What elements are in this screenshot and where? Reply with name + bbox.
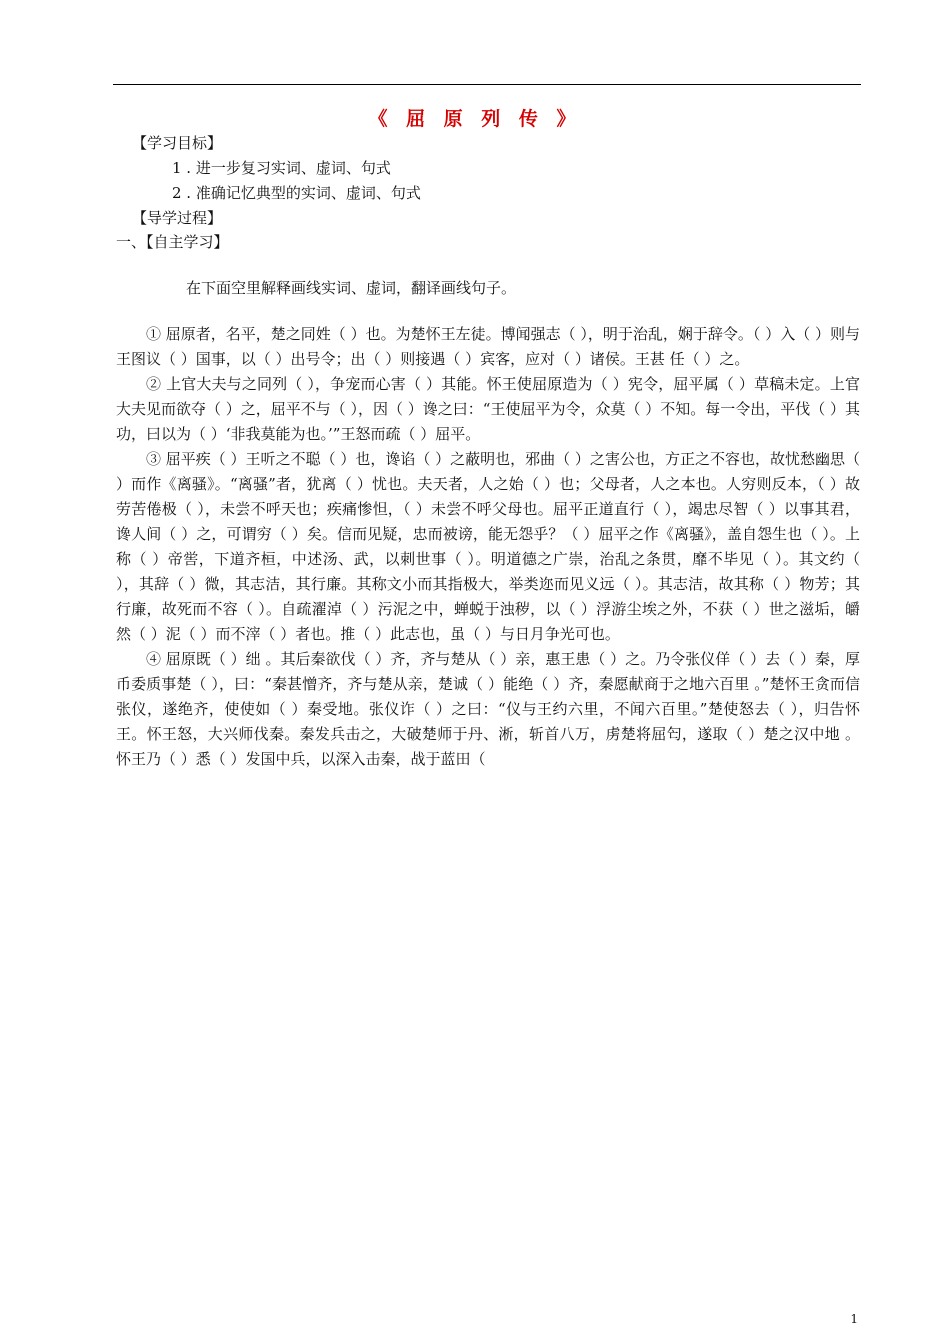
header-rule — [113, 84, 861, 85]
instruction-text: 在下面空里解释画线实词、虚词，翻译画线句子。 — [186, 279, 517, 297]
document-title: 《 屈 原 列 传 》 — [368, 108, 582, 130]
paragraph-1: ① 屈原者，名平，楚之同姓（ ）也。为楚怀王左徒。博闻强志（ ），明于治乱，娴于辞令。（ ）入（ ）则与王图议（ ）国事，以（ ）出号令；出（ ）则接遇（ ）宾客，应对（ ）诸侯。王甚 任（ ）之。 — [116, 325, 860, 368]
section-1-heading: 一、【自主学习】 — [116, 233, 229, 251]
objective-1: 1 . 进一步复习实词、虚词、句式 — [172, 159, 391, 177]
objective-2: 2 . 准确记忆典型的实词、虚词、句式 — [172, 184, 421, 202]
process-heading: 【导学过程】 — [132, 209, 223, 227]
page-number: 1 — [850, 1312, 858, 1326]
exercise-body — [116, 322, 860, 772]
paragraph-3: ③ 屈平疾（ ）王听之不聪（ ）也，谗谄（ ）之蔽明也，邪曲（ ）之害公也，方正之不容也，故忧愁幽思（ ）而作《离骚》。“离骚”者，犹离（ ）忧也。夫天者，人之始（ ）也；父母者，人之本也。人穷则反本，（ ）故劳苦倦极（ ），未尝不呼天也；疾痛惨怛，（ ）未尝不呼父母也。屈平正道直行（ ），竭忠尽智（ ）以事其君，谗人间（ ）之，可谓穷（ ）矣。信而见疑，忠而被谤，能无怨乎？（ ）屈平之作《离骚》，盖自怨生也（ ）。上称（ ）帝喾，下道齐桓，中述汤、武，以刺世事（ ）。明道德之广崇，治乱之条贯，靡不毕见（ ）。其文约（ ），其辞（ ）微，其志洁，其行廉。其称文小而其指极大，举类迩而见义远（ ）。其志洁，故其称（ ）物芳；其行廉，故死而不容（ ）。自疏濯淖（ ）污泥之中，蝉蜕于浊秽，以（ ）浮游尘埃之外，不获（ ）世之滋垢，皭然（ ）泥（ ）而不滓（ ）者也。推（ ）此志也，虽（ ）与日月争光可也。 — [116, 450, 860, 643]
paragraph-4: ④ 屈原既（ ）绌 。其后秦欲伐（ ）齐，齐与楚从（ ）亲，惠王患（ ）之。乃令张仪佯（ ）去（ ）秦，厚币委质事楚（ ），曰：“秦甚憎齐，齐与楚从亲，楚诚（ ）能绝（ ）齐，秦愿献商于之地六百里 。”楚怀王贪而信张仪，遂绝齐，使使如（ ）秦受地。张仪诈（ ）之曰：“仪与王约六里，不闻六百里。”楚使怒去（ ），归告怀王。怀王怒，大兴师伐秦。秦发兵击之，大破楚师于丹、淅，斩首八万，虏楚将屈匄，遂取（ ）楚之汉中地 。怀王乃（ ）悉（ ）发国中兵，以深入击秦，战于蓝田（ — [116, 650, 860, 768]
paragraph-2: ② 上官大夫与之同列（ ），争宠而心害（ ）其能。怀王使屈原造为（ ）宪令，屈平属（ ）草稿未定。上官大夫见而欲夺（ ）之，屈平不与（ ），因（ ）谗之曰：“王使屈平为令，众莫（ ）不知。每一令出，平伐（ ）其功，曰以为（ ）‘非我莫能为也。’”王怒而疏（ ）屈平。 — [116, 375, 861, 443]
objectives-heading: 【学习目标】 — [132, 134, 223, 152]
